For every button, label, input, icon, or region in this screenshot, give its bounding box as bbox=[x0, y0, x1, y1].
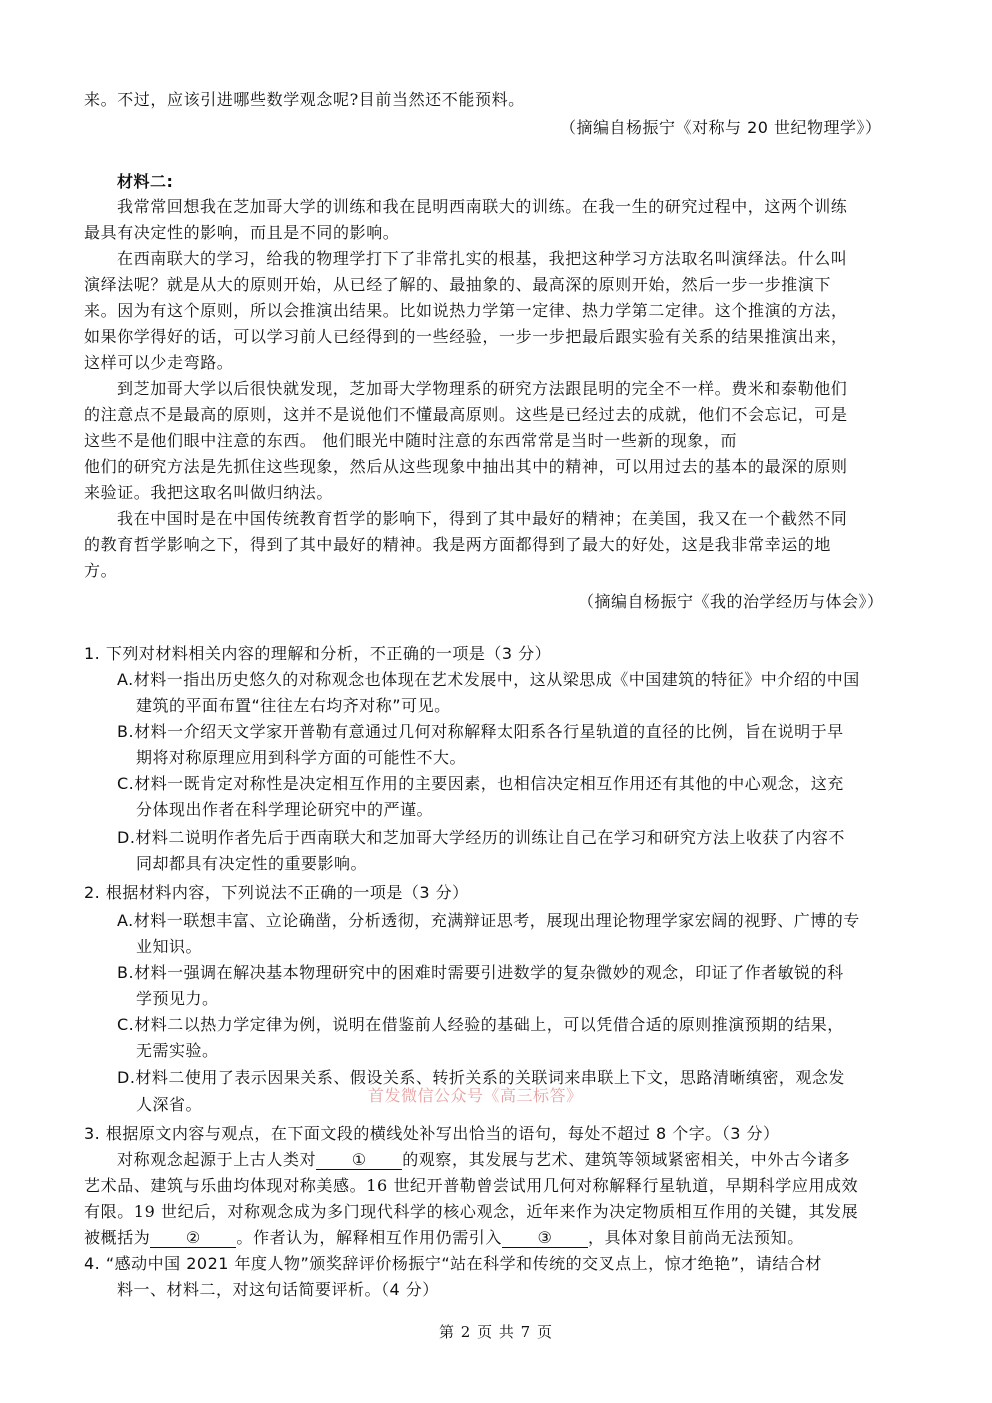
q3-passage-line bbox=[84, 1228, 804, 1248]
q3-text: 被概括为 bbox=[84, 1228, 151, 1247]
q1-option-a: A.材料一指出历史悠久的对称观念也体现在艺术发展中，这从梁思成《中国建筑的特征》中介绍的中国 bbox=[117, 670, 860, 689]
material2-line: 最具有决定性的影响，而且是不同的影响。 bbox=[84, 223, 400, 242]
q2-option-b-cont: 学预见力。 bbox=[136, 989, 219, 1008]
q3-passage-line: 艺术品、建筑与乐曲均体现对称美感。16 世纪开普勒曾尝试用几何对称解释行星轨道，早期科学应用成效 bbox=[84, 1176, 859, 1195]
q1-option-d-cont: 同却都具有决定性的重要影响。 bbox=[136, 854, 368, 873]
answer-blank-3[interactable]: ③ bbox=[502, 1229, 588, 1248]
q1-option-b: B.材料一介绍天文学家开普勒有意通过几何对称解释太阳系各行星轨道的直径的比例，旨在说明于早 bbox=[117, 722, 844, 741]
material2-line: 来。因为有这个原则，所以会推演出结果。比如说热力学第一定律、热力学第二定律。这个推演的方法， bbox=[84, 301, 848, 320]
question-3-stem: 3. 根据原文内容与观点，在下面文段的横线处补写出恰当的语句，每处不超过 8 个字。（3 分） bbox=[84, 1124, 780, 1143]
continuation-line: 来。不过，应该引进哪些数学观念呢?目前当然还不能预料。 bbox=[84, 90, 525, 109]
question-4-stem-cont: 料一、材料二，对这句话简要评析。（4 分） bbox=[117, 1280, 439, 1299]
watermark: 首发微信公众号《高三标答》 bbox=[368, 1086, 583, 1105]
q1-option-b-cont: 期将对称原理应用到科学方面的可能性不大。 bbox=[136, 748, 467, 767]
material2-source: （摘编自杨振宁《我的治学经历与体会》） bbox=[578, 592, 884, 611]
material2-line: 的教育哲学影响之下，得到了其中最好的精神。我是两方面都得到了最大的好处，这是我非常幸运的地 bbox=[84, 535, 832, 554]
q3-text: 对称观念起源于上古人类对 bbox=[117, 1150, 317, 1169]
material2-line: 到芝加哥大学以后很快就发现，芝加哥大学物理系的研究方法跟昆明的完全不一样。费米和泰勒他们 bbox=[117, 379, 848, 398]
q3-passage-line: 有限。19 世纪后，对称观念成为多门现代科学的核心观念，近年来作为决定物质相互作用的关键，其发展 bbox=[84, 1202, 859, 1221]
material1-source: （摘编自杨振宁《对称与 20 世纪物理学》） bbox=[560, 118, 882, 137]
q3-text: 。作者认为，解释相互作用仍需引入 bbox=[236, 1228, 503, 1247]
q2-option-b: B.材料一强调在解决基本物理研究中的困难时需要引进数学的复杂微妙的观念，印证了作者敏锐的科 bbox=[117, 963, 844, 982]
material2-line: 我在中国时是在中国传统教育哲学的影响下，得到了其中最好的精神；在美国，我又在一个截然不同 bbox=[117, 509, 848, 528]
material2-line: 方。 bbox=[84, 561, 118, 580]
q2-option-c-cont: 无需实验。 bbox=[136, 1041, 219, 1060]
question-2-stem: 2. 根据材料内容，下列说法不正确的一项是（3 分） bbox=[84, 883, 469, 902]
q3-text: ，具体对象目前尚无法预知。 bbox=[588, 1228, 804, 1247]
material2-line: 的注意点不是最高的原则，这并不是说他们不懂最高原则。这些是已经过去的成就，他们不会忘记，可是 bbox=[84, 405, 848, 424]
q3-text: 的观察，其发展与艺术、建筑等领域紧密相关，中外古今诸多 bbox=[402, 1150, 851, 1169]
material2-line: 如果你学得好的话，可以学习前人已经得到的一些经验，一步一步把最后跟实验有关系的结果推演出来， bbox=[84, 327, 848, 346]
q1-option-c: C.材料一既肯定对称性是决定相互作用的主要因素，也相信决定相互作用还有其他的中心观念，这充 bbox=[117, 774, 844, 793]
material2-line: 在西南联大的学习，给我的物理学打下了非常扎实的根基，我把这种学习方法取名叫演绎法。什么叫 bbox=[117, 249, 848, 268]
q1-option-c-cont: 分体现出作者在科学理论研究中的严谨。 bbox=[136, 800, 434, 819]
material2-line: 来验证。我把这取名叫做归纳法。 bbox=[84, 483, 334, 502]
question-1-stem: 1. 下列对材料相关内容的理解和分析，不正确的一项是（3 分） bbox=[84, 644, 552, 663]
material2-heading: 材料二: bbox=[117, 172, 174, 191]
q2-option-a-cont: 业知识。 bbox=[136, 937, 203, 956]
material2-line: 演绎法呢？就是从大的原则开始，从已经了解的、最抽象的、最高深的原则开始，然后一步一步推演下 bbox=[84, 275, 832, 294]
answer-blank-1[interactable]: ① bbox=[316, 1151, 402, 1170]
material2-line: 我常常回想我在芝加哥大学的训练和我在昆明西南联大的训练。在我一生的研究过程中，这两个训练 bbox=[117, 197, 848, 216]
material2-line: 这些不是他们眼中注意的东西。 他们眼光中随时注意的东西常常是当时一些新的现象，而 bbox=[84, 431, 738, 450]
q2-option-c: C.材料二以热力学定律为例，说明在借鉴前人经验的基础上，可以凭借合适的原则推演预期的结果， bbox=[117, 1015, 844, 1034]
question-4-stem: 4. “感动中国 2021 年度人物”颁奖辞评价杨振宁“站在科学和传统的交叉点上，惊才绝艳”，请结合材 bbox=[84, 1254, 822, 1273]
q3-passage-line bbox=[117, 1150, 850, 1170]
page-number: 第 2 页 共 7 页 bbox=[439, 1323, 553, 1341]
material2-line: 他们的研究方法是先抓住这些现象，然后从这些现象中抽出其中的精神，可以用过去的基本的最深的原则 bbox=[84, 457, 848, 476]
answer-blank-2[interactable]: ② bbox=[150, 1229, 236, 1248]
q2-option-a: A.材料一联想丰富、立论确凿，分析透彻，充满辩证思考，展现出理论物理学家宏阔的视野、广博的专 bbox=[117, 911, 860, 930]
q2-option-d-cont: 人深省。 bbox=[136, 1095, 203, 1114]
q2-option-d: D.材料二使用了表示因果关系、假设关系、转折关系的关联词来串联上下文，思路清晰缜密，观念发 bbox=[117, 1068, 845, 1087]
material2-line: 这样可以少走弯路。 bbox=[84, 353, 234, 372]
q1-option-a-cont: 建筑的平面布置“往往左右均齐对称”可见。 bbox=[136, 696, 451, 715]
q1-option-d: D.材料二说明作者先后于西南联大和芝加哥大学经历的训练让自己在学习和研究方法上收获了内容不 bbox=[117, 828, 845, 847]
